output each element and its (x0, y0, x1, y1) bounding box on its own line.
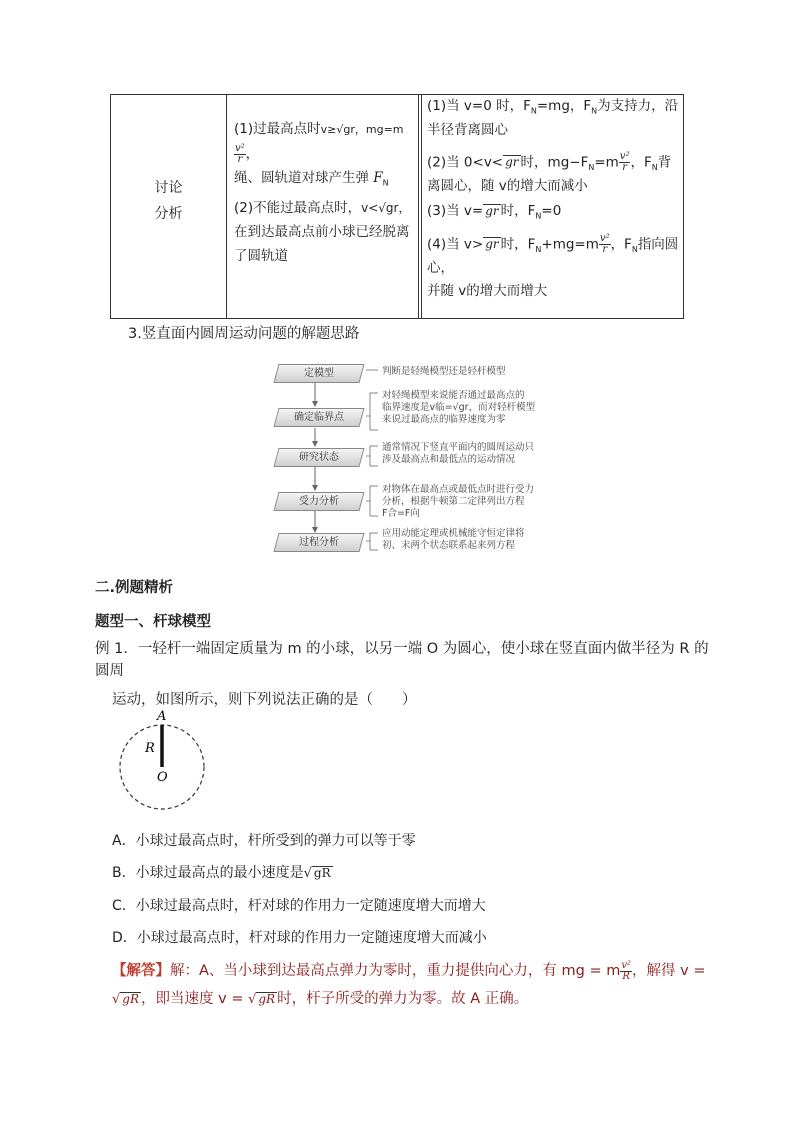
option-a: A．小球过最高点时，杆所受到的弹力可以等于零 (112, 833, 416, 849)
flow-note: 判断是轻绳模型还是轻杆模型 (382, 366, 506, 377)
option-b: B．小球过最高点的最小速度是√ gR (112, 865, 331, 881)
option-d: D．小球过最高点时，杆对球的作用力一定随速度增大而减小 (112, 930, 487, 946)
answer-block: 【解答】解：A、当小球到达最高点弹力为零时，重力提供向心力，有 mg = m $\frac{\text{v²}}{R}$ ，解得 v = √ gR ，即当速度 v = √ gR 时，杆子所受的弹力为零。故 A 正确。 (112, 959, 706, 1007)
label-A: A (157, 709, 167, 724)
flow-note: 通常情况下竖直平面内的圆周运动只 涉及最高点和最低点的运动情况 (382, 442, 535, 465)
table-divider (418, 95, 419, 318)
flow-step-label: 确定临界点 (294, 412, 344, 423)
flow-step (273, 448, 364, 467)
flow-step (273, 533, 364, 552)
analysis-table (110, 94, 684, 319)
circle-rod-figure (112, 703, 212, 818)
label-O: O (157, 770, 168, 785)
example-question: 例 1．一轻杆一端固定质量为 m 的小球，以另一端 O 为圆心，使小球在竖直面内做半径为 R 的圆周 运动，如图所示，则下列说法正确的是（ ） (95, 641, 709, 708)
flow-step-label: 过程分析 (299, 537, 339, 548)
table-row-header: 讨论 分析 (154, 180, 183, 222)
flow-note: 对轻绳模型来说能否通过最高点的 临界速度是v临=√gr，而对轻杆模型 来说过最高点的临界速度为零 (382, 390, 536, 425)
flow-note: 对物体在最高点或最低点时进行受力 分析，根据牛顿第二定律列出方程 F合=F向 (382, 484, 535, 519)
flow-step (273, 492, 364, 511)
flow-step-label: 受力分析 (299, 496, 339, 507)
flowchart-brackets (366, 370, 378, 550)
subsection-heading: 3.竖直面内圆周运动问题的解题思路 (128, 326, 360, 342)
flow-step (273, 364, 364, 383)
label-R: R (145, 741, 155, 756)
table-cell-rod-model: (1)当 v=0 时，$F_N=mg$，$F_N$为支持力，沿半径背离圆心 (2)当 0<v< gr 时，$mg-F_N=m$ $\frac{\text{v²}}{r}$ ，$F_N$背离圆心，随 v的增大而减小 (3)当 v= gr 时，$F_N=0$ (4)当 v> gr 时，$F_N+mg=m$ $\frac{\text{v²}}{r}$ ，$F_N$指向圆心， 并随 v的增大而增大 (427, 98, 679, 299)
flow-step-label: 研究状态 (299, 452, 339, 463)
question-type-heading: 题型一、杆球模型 (95, 614, 211, 630)
table-divider (421, 95, 422, 318)
option-c: C．小球过最高点时，杆对球的作用力一定随速度增大而增大 (112, 898, 486, 914)
flow-step-label: 定模型 (304, 368, 334, 379)
flow-note: 应用动能定理或机械能守恒定律将 初、末两个状态联系起来列方程 (382, 528, 525, 551)
table-cell-rope-model: (1)过最高点时v≥√gr，mg=m $\frac{\text{v²}}{r}$ ， 绳、圆轨道对球产生弹 $F_N$ (2)不能过最高点时，v<√gr， 在到达最高点前小球已经脱离了圆轨道 (234, 121, 411, 264)
section-heading: 二.例题精析 (95, 580, 174, 596)
flow-step (273, 408, 364, 427)
table-divider (226, 95, 227, 318)
